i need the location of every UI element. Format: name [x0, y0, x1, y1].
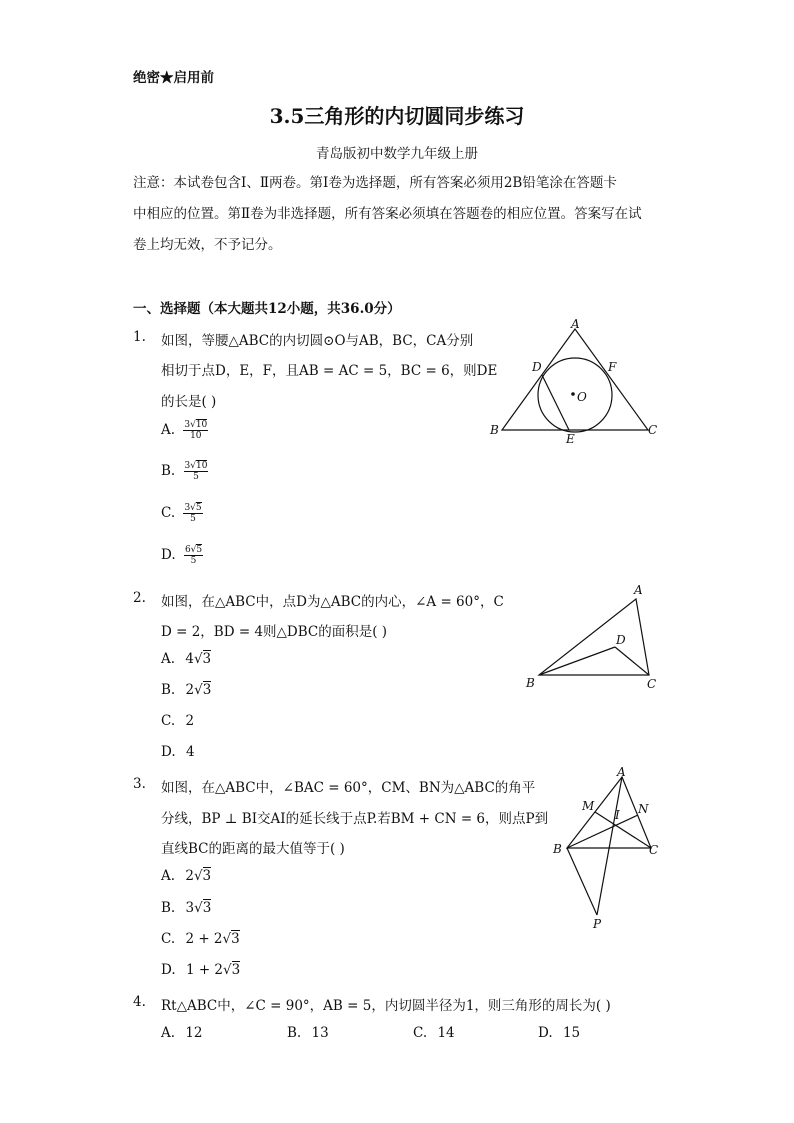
option-letter: A. — [161, 651, 176, 667]
question-text: 分线，BP ⊥ BI交AI的延长线于点P.若BM + CN = 6，则点P到 — [161, 811, 549, 827]
line-ap — [597, 777, 622, 915]
section-heading: 一、选择题（本大题共12小题，共36.0分） — [133, 301, 401, 317]
option-letter: D. — [538, 1025, 553, 1041]
question-text: 的长是( ) — [161, 394, 217, 410]
option-letter: D. — [161, 962, 176, 978]
figure-2-triangle-incenter — [515, 580, 675, 695]
label-e: E — [566, 432, 575, 446]
label-n: N — [638, 802, 649, 816]
bisector-bn — [567, 815, 638, 848]
question-number: 2. — [133, 590, 146, 606]
option-a[interactable]: A. 4√3 — [161, 651, 212, 667]
option-letter: D. — [161, 744, 176, 760]
fraction: $\frac{3√10}{5}$ — [184, 461, 208, 482]
option-letter: A. — [161, 422, 176, 438]
label-a: A — [571, 317, 580, 331]
option-c[interactable]: C. 2 — [161, 713, 195, 729]
label-d: D — [532, 360, 542, 374]
option-a[interactable]: A. 2√3 — [161, 868, 212, 884]
incircle — [538, 358, 612, 432]
option-letter: B. — [161, 682, 176, 698]
label-d: D — [616, 633, 626, 647]
question-number: 4. — [133, 994, 146, 1010]
question-text: 如图，在△ABC中，点D为△ABC的内心，∠A = 60°，C — [161, 594, 504, 610]
question-text: 直线BC的距离的最大值等于( ) — [161, 841, 345, 857]
fraction: $\frac{3√10}{10}$ — [184, 420, 208, 441]
label-c: C — [647, 677, 657, 691]
option-a[interactable]: A. 12 — [161, 1025, 203, 1041]
fraction: $\frac{6√5}{5}$ — [184, 545, 203, 566]
question-text: 相切于点D，E，F，且AB = AC = 5，BC = 6，则DE — [161, 363, 498, 379]
option-d[interactable]: D. 4 — [161, 744, 195, 760]
option-d[interactable]: D. 1 + 2√3 — [161, 962, 241, 978]
question-text: Rt△ABC中，∠C = 90°，AB = 5，内切圆半径为1，则三角形的周长为( ) — [161, 998, 611, 1014]
label-p: P — [593, 917, 602, 931]
option-b[interactable] — [161, 461, 208, 482]
option-c[interactable] — [161, 503, 203, 524]
option-letter: A. — [161, 1025, 176, 1041]
figure-1-incircle-triangle — [480, 312, 670, 452]
bisector-cm — [595, 812, 651, 848]
option-letter: C. — [161, 931, 176, 947]
option-letter: B. — [287, 1025, 302, 1041]
segment-bd — [539, 647, 615, 675]
option-b[interactable]: B. 13 — [287, 1025, 329, 1041]
option-b[interactable]: B. 3√3 — [161, 900, 212, 916]
label-o: O — [577, 390, 587, 404]
question-text: 如图，等腰△ABC的内切圆⊙O与AB，BC，CA分别 — [161, 333, 474, 349]
label-f: F — [608, 360, 617, 374]
label-c: C — [648, 423, 658, 437]
label-i: I — [615, 808, 620, 822]
notice-line: 卷上均无效，不予记分。 — [133, 237, 282, 253]
question-text: 如图，在△ABC中，∠BAC = 60°，CM、BN为△ABC的角平 — [161, 780, 536, 796]
label-m: M — [582, 799, 595, 813]
figure-3-angle-bisectors — [545, 760, 675, 935]
question-text: D = 2，BD = 4则△DBC的面积是( ) — [161, 624, 388, 640]
option-letter: C. — [161, 713, 176, 729]
label-b: B — [553, 842, 562, 856]
question-number: 3. — [133, 776, 146, 792]
option-c[interactable]: C. 2 + 2√3 — [161, 931, 240, 947]
option-letter: D. — [161, 547, 176, 563]
label-a: A — [634, 583, 643, 597]
question-number: 1. — [133, 329, 146, 345]
triangle-abc — [502, 329, 648, 430]
option-letter: C. — [161, 505, 176, 521]
fraction: $\frac{3√5}{5}$ — [184, 503, 202, 524]
segment-bp — [567, 848, 597, 915]
notice-line: 注意：本试卷包含Ⅰ、Ⅱ两卷。第Ⅰ卷为选择题，所有答案必须用2B铅笔涂在答题卡 — [133, 175, 617, 191]
option-letter: A. — [161, 868, 176, 884]
label-c: C — [649, 843, 659, 857]
option-c[interactable]: C. 14 — [413, 1025, 455, 1041]
segment-dc — [615, 647, 649, 675]
label-b: B — [526, 676, 535, 690]
option-d[interactable] — [161, 545, 203, 566]
segment-de — [542, 375, 569, 430]
center-point — [571, 392, 575, 396]
secret-label: 绝密★启用前 — [133, 70, 214, 86]
option-b[interactable]: B. 2√3 — [161, 682, 212, 698]
page-title: 3.5三角形的内切圆同步练习 — [269, 104, 525, 128]
option-letter: B. — [161, 900, 176, 916]
triangle-abc — [539, 599, 649, 675]
option-letter: C. — [413, 1025, 428, 1041]
notice-line: 中相应的位置。第Ⅱ卷为非选择题，所有答案必须填在答题卷的相应位置。答案写在试 — [133, 206, 642, 222]
label-a: A — [617, 765, 626, 779]
option-d[interactable]: D. 15 — [538, 1025, 581, 1041]
page-subtitle: 青岛版初中数学九年级上册 — [316, 146, 478, 162]
option-letter: B. — [161, 463, 176, 479]
label-b: B — [490, 423, 499, 437]
option-a[interactable] — [161, 420, 208, 441]
